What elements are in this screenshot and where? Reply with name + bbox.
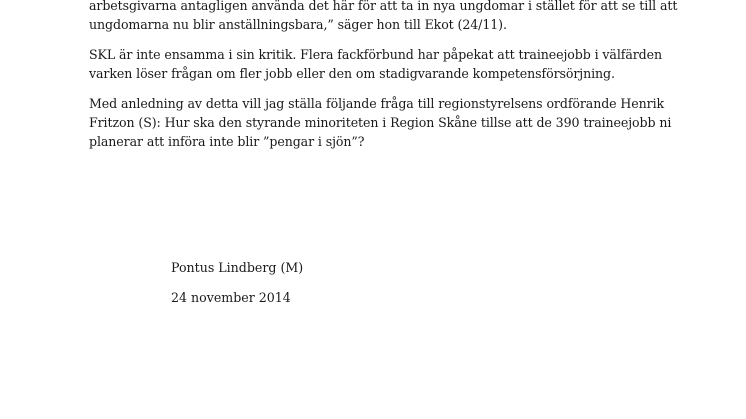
- signature-author: Pontus Lindberg (M): [171, 260, 304, 275]
- signature-date: 24 november 2014: [171, 290, 291, 305]
- paragraph-3-line-2: Fritzon (S): Hur ska den styrande minoriteten i Region Skåne tillse att de 390 traineejobb ni: [89, 115, 672, 130]
- paragraph-3-line-1: Med anledning av detta vill jag ställa följande fråga till regionstyrelsens ordförande Henrik: [89, 96, 665, 111]
- paragraph-2-line-1: SKL är inte ensamma i sin kritik. Flera fackförbund har påpekat att traineejobb i välfärden: [89, 47, 662, 62]
- paragraph-3-line-3: planerar att införa inte blir ”pengar i sjön”?: [89, 134, 365, 149]
- paragraph-1-line-2: ungdomarna nu blir anställningsbara,” säger hon till Ekot (24/11).: [89, 17, 507, 32]
- paragraph-2-line-2: varken löser frågan om fler jobb eller den om stadigvarande kompetensförsörjning.: [89, 66, 615, 81]
- paragraph-1-line-1: arbetsgivarna antagligen använda det här för att ta in nya ungdomar i stället för att se till att: [89, 0, 678, 13]
